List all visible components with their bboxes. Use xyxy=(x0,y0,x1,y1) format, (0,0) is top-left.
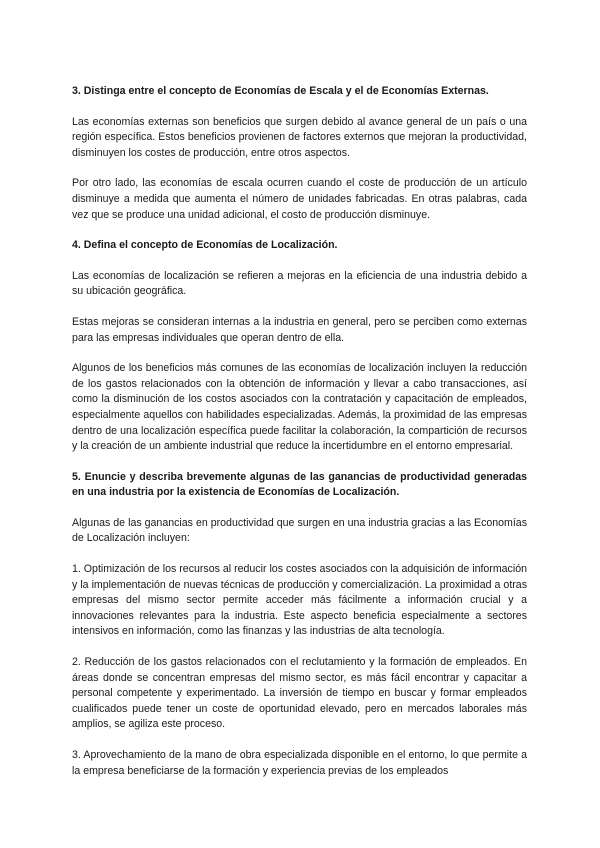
section-4-paragraph-1: Las economías de localización se refieren a mejoras en la eficiencia de una industria debido a su ubicación geográfica. xyxy=(72,269,527,298)
section-4-paragraph-3: Algunos de los beneficios más comunes de las economías de localización incluyen la reducción de los gastos relacionados con la obtención de información y llevar a cabo transacciones, así como la disminución de los costos asociados con la contratación y capacitación de empleados, especialmente aquellos con habilidades especializadas. Además, la proximidad de las empresas dentro de una localización específica puede facilitar la colaboración, la compartición de recursos y la creación de un ambiente industrial que reduce la incertidumbre en el entorno empresarial. xyxy=(72,362,527,453)
section-3-paragraph-1: Las economías externas son beneficios que surgen debido al avance general de un país o una región específica. Estos beneficios provienen de factores externos que mejoran la productividad, disminuyen los costes de producción, entre otros aspectos. xyxy=(72,115,527,159)
section-3-heading: 3. Distinga entre el concepto de Economías de Escala y el de Economías Externas. xyxy=(72,85,489,97)
document-page xyxy=(72,84,527,794)
section-5-paragraph-3: 2. Reducción de los gastos relacionados con el reclutamiento y la formación de empleados. En áreas donde se concentran empresas del mismo sector, es más fácil encontrar y capacitar a personal competente y experimentado. La inversión de tiempo en buscar y formar empleados cualificados puede tener un coste de oportunidad elevado, pero en mercados laborales más amplios, se agiliza este proceso. xyxy=(72,656,527,731)
section-4-paragraph-2: Estas mejoras se consideran internas a la industria en general, pero se perciben como externas para las empresas individuales que operan dentro de ella. xyxy=(72,315,527,344)
section-3-paragraph-2: Por otro lado, las economías de escala ocurren cuando el coste de producción de un artículo disminuye a medida que aumenta el número de unidades fabricadas. En otras palabras, cada vez que se produce una unidad adicional, el costo de producción disminuye. xyxy=(72,177,527,221)
section-5-heading: 5. Enuncie y describa brevemente algunas de las ganancias de productividad generadas en una industria por la existencia de Economías de Localización. xyxy=(72,470,527,499)
section-4-heading: 4. Defina el concepto de Economías de Localización. xyxy=(72,239,338,252)
section-5-paragraph-1: Algunas de las ganancias en productividad que surgen en una industria gracias a las Economías de Localización incluyen: xyxy=(72,516,527,545)
section-5-paragraph-2: 1. Optimización de los recursos al reducir los costes asociados con la adquisición de información y la implementación de nuevas técnicas de producción y comercialización. La proximidad a otras empresas del mismo sector permite acceder más fácilmente a información crucial y a innovaciones relevantes para la industria. Este aspecto beneficia especialmente a sectores intensivos en información, como las finanzas y las industrias de alta tecnología. xyxy=(72,563,527,638)
section-5-paragraph-4: 3. Aprovechamiento de la mano de obra especializada disponible en el entorno, lo que permite a la empresa beneficiarse de la formación y experiencia previas de los empleados xyxy=(72,749,527,777)
